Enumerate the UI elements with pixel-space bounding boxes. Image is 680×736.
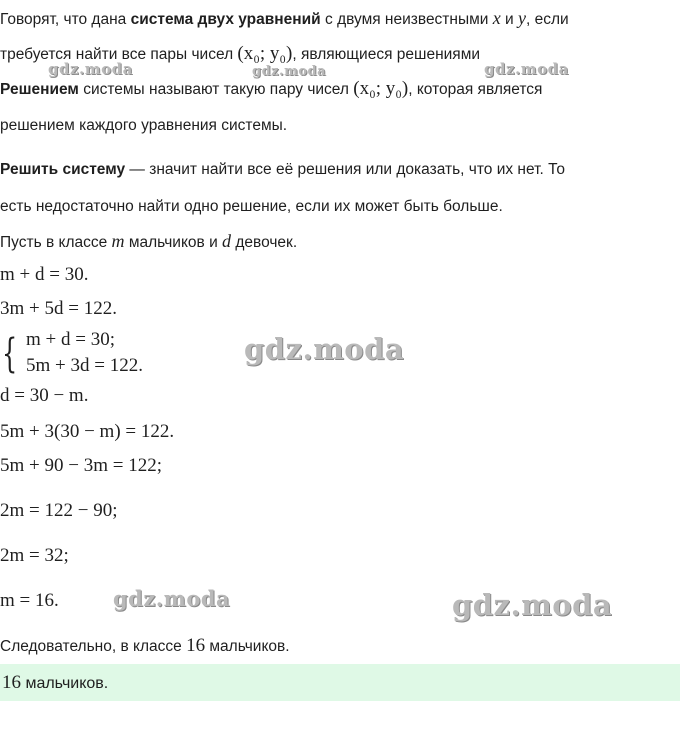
equation-4: 5m + 3(30 − m) = 122.: [0, 421, 175, 442]
term-solution: Решением: [0, 81, 79, 98]
equation-5: 5m + 90 − 3m = 122;: [0, 455, 162, 476]
watermark: gdz.moda: [252, 64, 327, 79]
system-brace: {: [2, 331, 18, 377]
equation-3: d = 30 − m.: [0, 385, 89, 406]
intro-line: Пусть в классе m мальчиков и d девочек.: [0, 231, 298, 251]
definition-line-4: решением каждого уравнения системы.: [0, 117, 288, 134]
watermark: gdz.moda: [48, 60, 133, 78]
equation-1: m + d = 30.: [0, 264, 89, 285]
solve-definition-line-1: Решить систему — значит найти все её решения или доказать, что их нет. То: [0, 161, 565, 178]
definition-line-3: Решением системы называют такую пару чисел (x₀; y₀), которая является: [0, 78, 543, 99]
equation-6: 2m = 122 − 90;: [0, 500, 118, 521]
conclusion-line: Следовательно, в классе 16 мальчиков.: [0, 635, 290, 656]
watermark: gdz.moda: [244, 332, 405, 366]
watermark: gdz.moda: [113, 586, 231, 611]
definition-line-1: Говорят, что дана система двух уравнений с двумя неизвестными x и y, если: [0, 8, 569, 28]
equation-2: 3m + 5d = 122.: [0, 298, 117, 319]
system-equation-1: m + d = 30;: [26, 329, 115, 350]
pair-x0-y0: (x₀; y₀): [353, 78, 409, 99]
system-equation-2: 5m + 3d = 122.: [26, 355, 143, 376]
watermark: gdz.moda: [452, 588, 613, 622]
answer-text: 16 мальчиков.: [2, 672, 109, 693]
equation-8: m = 16.: [0, 590, 59, 611]
watermark: gdz.moda: [484, 60, 569, 78]
term-solve-system: Решить систему: [0, 161, 126, 178]
solve-definition-line-2: есть недостаточно найти одно решение, если их может быть больше.: [0, 198, 503, 215]
definition-line-2: требуется найти все пары чисел (x₀; y₀), являющиеся решениями: [0, 43, 481, 64]
term-system: система двух уравнений: [130, 11, 321, 28]
pair-x0-y0: (x₀; y₀): [237, 43, 293, 64]
equation-7: 2m = 32;: [0, 545, 69, 566]
